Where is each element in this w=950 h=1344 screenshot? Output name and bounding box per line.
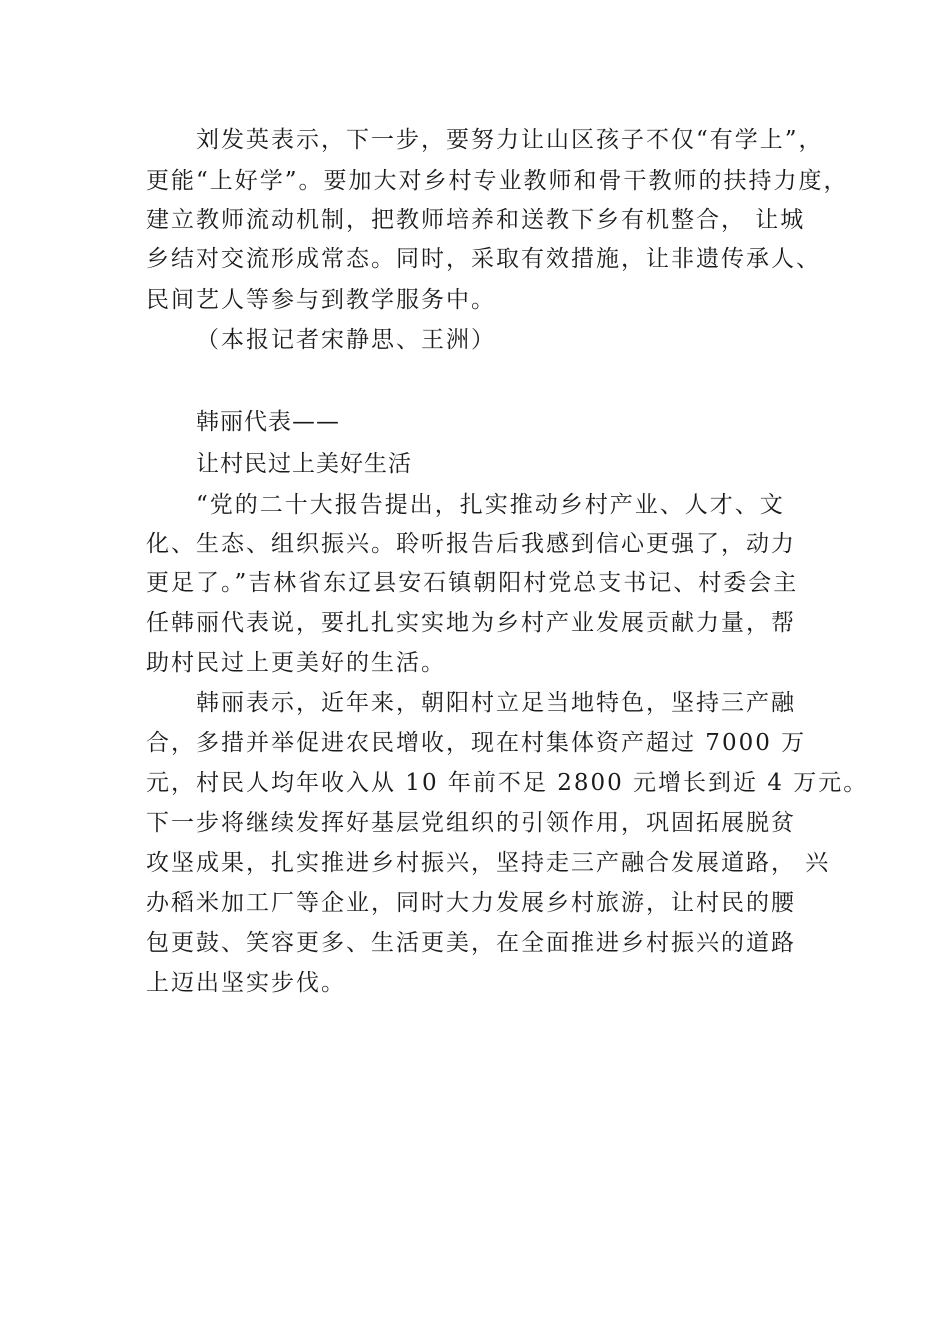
paragraph-line: 下一步将继续发挥好基层党组织的引领作用，巩固拓展脱贫 xyxy=(146,810,796,836)
paragraph-line: “党的二十大报告提出，扎实推动乡村产业、人才、文 xyxy=(196,492,785,518)
paragraph-line: 上迈出坚实步伐。 xyxy=(146,970,346,996)
paragraph-line: 更能“上好学”。要加大对乡村专业教师和骨干教师的扶持力度， xyxy=(146,168,849,194)
paragraph-line: 任韩丽代表说，要扎扎实实地为乡村产业发展贡献力量，帮 xyxy=(146,610,796,636)
section-heading: 韩丽代表—— xyxy=(196,409,340,435)
paragraph-line: 包更鼓、笑容更多、生活更美，在全面推进乡村振兴的道路 xyxy=(146,930,796,956)
paragraph-line: 办稻米加工厂等企业，同时大力发展乡村旅游，让村民的腰 xyxy=(146,890,796,916)
paragraph-line: 乡结对交流形成常态。同时，采取有效措施，让非遗传承人、 xyxy=(146,246,821,272)
paragraph-line: 攻坚成果，扎实推进乡村振兴，坚持走三产融合发展道路， 兴 xyxy=(146,850,831,876)
paragraph-line: 助村民过上更美好的生活。 xyxy=(146,650,446,676)
paragraph-line: 更足了。”吉林省东辽县安石镇朝阳村党总支书记、村委会主 xyxy=(146,570,799,596)
paragraph-line: 化、生态、组织振兴。聆听报告后我感到信心更强了，动力 xyxy=(146,531,796,557)
section-subheading: 让村民过上美好生活 xyxy=(196,451,412,477)
byline: （本报记者宋静思、王洲） xyxy=(196,327,496,353)
paragraph-line: 民间艺人等参与到教学服务中。 xyxy=(146,287,496,313)
paragraph-line: 刘发英表示，下一步，要努力让山区孩子不仅“有学上”， xyxy=(196,127,824,153)
paragraph-line: 元，村民人均年收入从 10 年前不足 2800 元增长到近 4 万元。 xyxy=(146,770,869,796)
paragraph-line: 合，多措并举促进农民增收，现在村集体资产超过 7000 万 xyxy=(146,730,807,756)
paragraph-line: 韩丽表示，近年来，朝阳村立足当地特色，坚持三产融 xyxy=(196,690,796,716)
paragraph-line: 建立教师流动机制，把教师培养和送教下乡有机整合， 让城 xyxy=(146,207,806,233)
